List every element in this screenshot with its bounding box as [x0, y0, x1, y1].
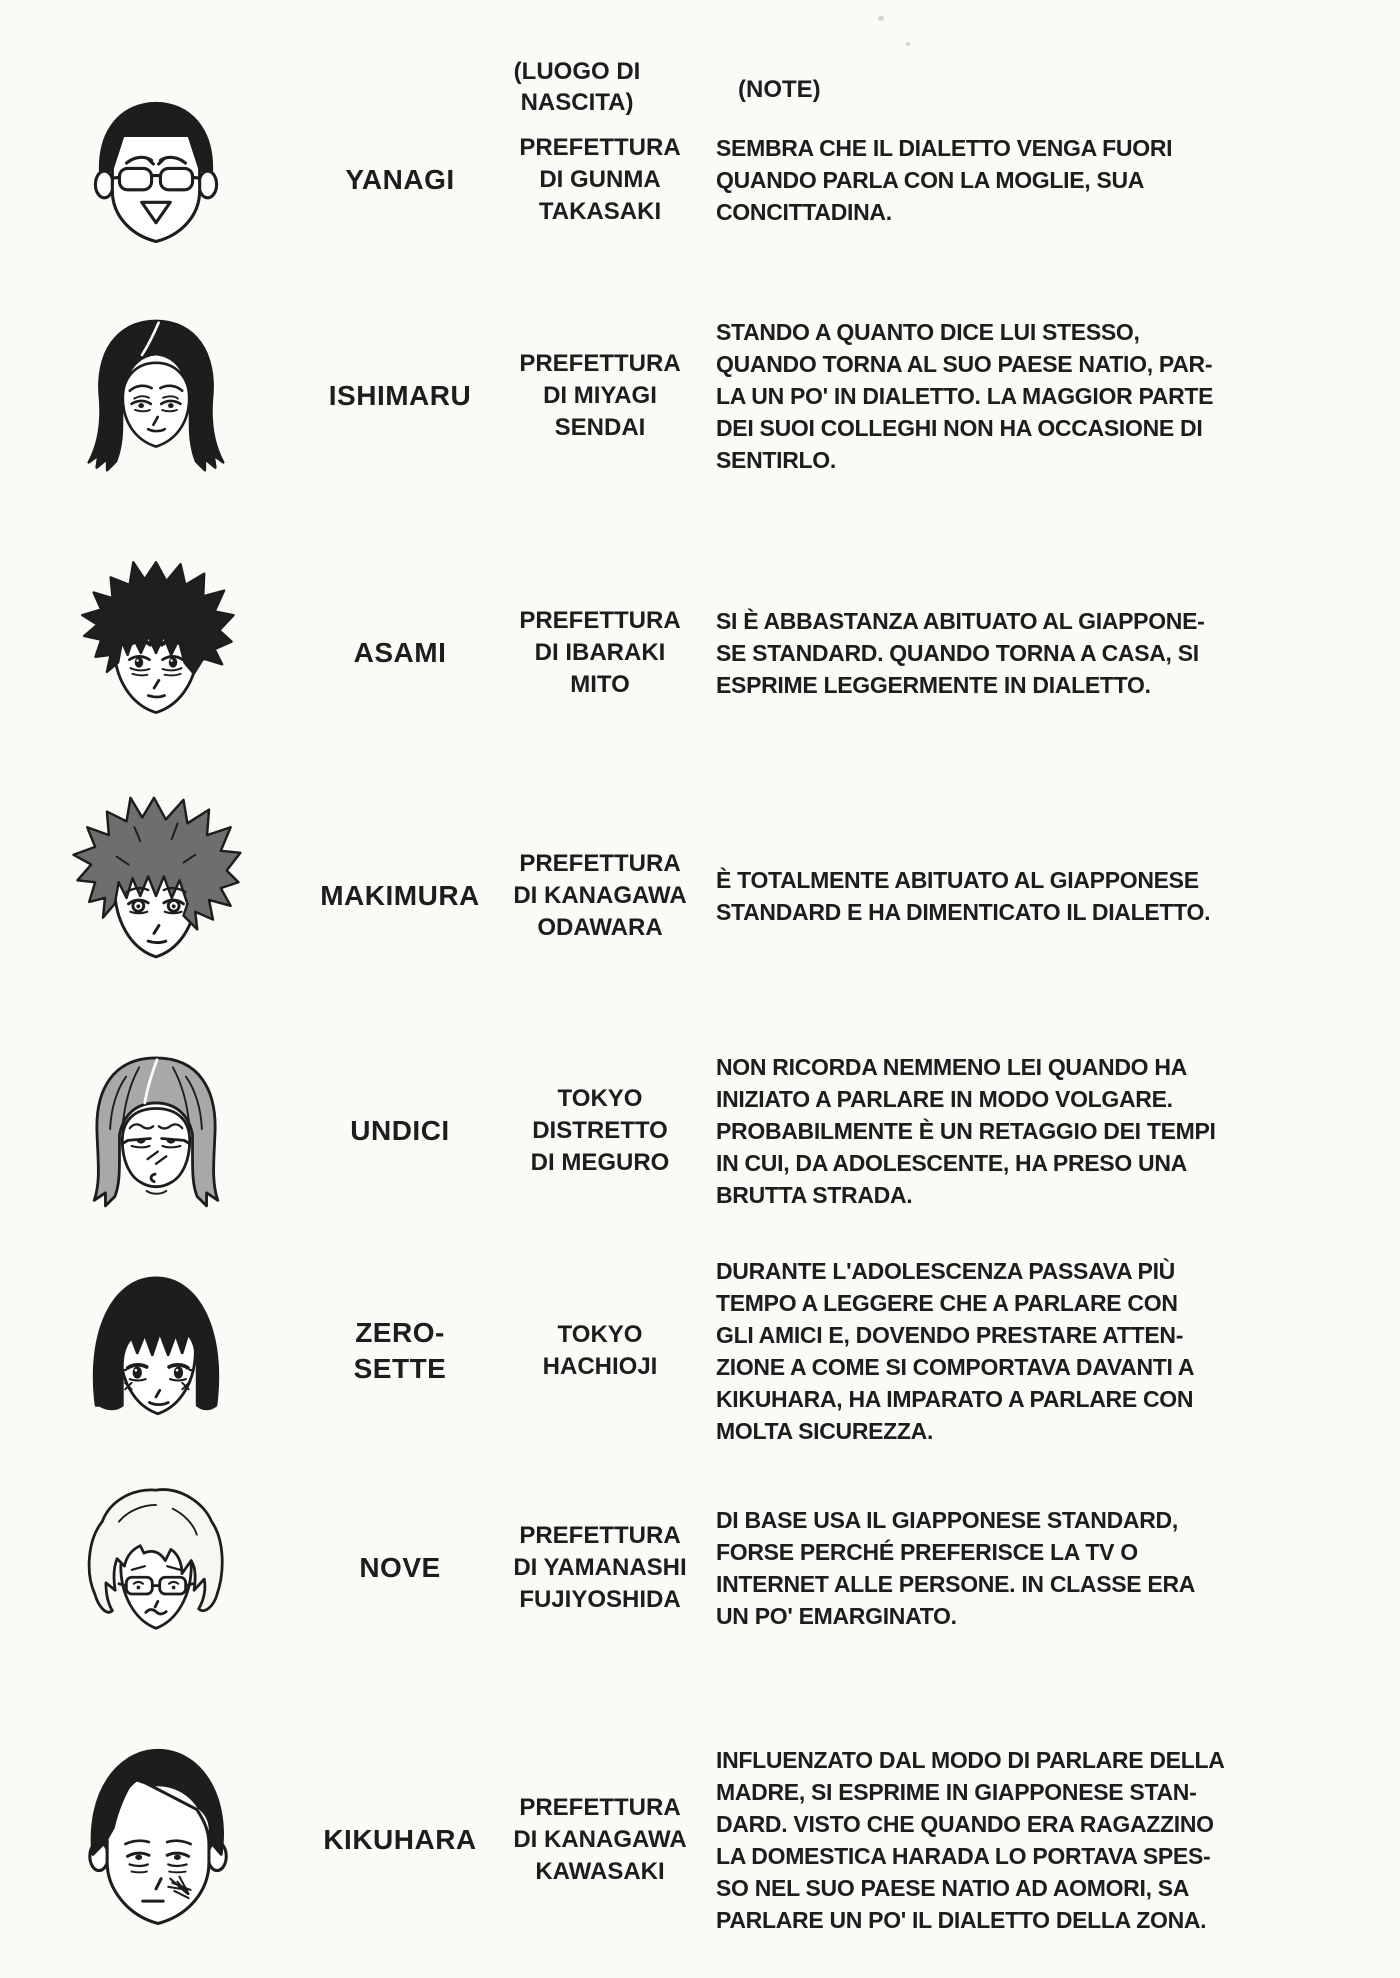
- character-row-ishimaru: [0, 300, 1400, 492]
- character-name: YANAGI: [345, 164, 455, 195]
- note-line: MADRE, SI ESPRIME IN GIAPPONESE STAN-: [716, 1779, 1197, 1805]
- note-line: STANDO A QUANTO DICE LUI STESSO,: [716, 319, 1140, 345]
- birthplace-header-line: (LUOGO DI: [513, 58, 641, 85]
- makimura-face-drawing: [40, 788, 272, 1004]
- portrait-undici: [34, 1028, 278, 1234]
- character-name: UNDICI: [350, 1115, 450, 1146]
- portrait-kikuhara: [34, 1728, 278, 1952]
- paper-speck: [906, 42, 910, 46]
- character-row-asami: [0, 549, 1400, 757]
- character-note: [716, 549, 1286, 757]
- character-row-makimura: [0, 788, 1400, 1004]
- character-name: ZERO- SETTE: [353, 1317, 447, 1384]
- note-line: SENTIRLO.: [716, 447, 836, 473]
- zerosette-face-drawing: [40, 1248, 272, 1454]
- note-line: PROBABILMENTE È UN RETAGGIO DEI TEMPI: [716, 1118, 1216, 1144]
- character-name: ISHIMARU: [328, 380, 472, 411]
- character-row-kikuhara: [0, 1728, 1400, 1952]
- birthplace-header-line: NASCITA): [520, 89, 634, 116]
- note-line: SE STANDARD. QUANDO TORNA A CASA, SI: [716, 640, 1199, 666]
- portrait-makimura: [34, 788, 278, 1004]
- character-birthplace: PREFETTURA DI GUNMA TAKASAKI: [519, 134, 681, 225]
- character-note: [716, 1248, 1286, 1454]
- character-birthplace: PREFETTURA DI KANAGAWA ODAWARA: [513, 850, 687, 941]
- character-row-yanagi: [0, 82, 1400, 278]
- note-line: KIKUHARA, HA IMPARATO A PARLARE CON: [716, 1386, 1194, 1412]
- note-line: DEI SUOI COLLEGHI NON HA OCCASIONE DI: [716, 415, 1203, 441]
- note-line: TEMPO A LEGGERE CHE A PARLARE CON: [716, 1290, 1178, 1316]
- note-line: INTERNET ALLE PERSONE. IN CLASSE ERA: [716, 1571, 1196, 1597]
- note-line: È TOTALMENTE ABITUATO AL GIAPPONESE: [716, 867, 1199, 893]
- note-line: SO NEL SUO PAESE NATIO AD AOMORI, SA: [716, 1875, 1190, 1901]
- note-line: DURANTE L'ADOLESCENZA PASSAVA PIÙ: [716, 1258, 1175, 1284]
- note-line: BRUTTA STRADA.: [716, 1182, 913, 1208]
- nove-face-drawing: [40, 1466, 272, 1670]
- note-line: UN PO' EMARGINATO.: [716, 1603, 957, 1629]
- note-line: LA UN PO' IN DIALETTO. LA MAGGIOR PARTE: [716, 383, 1214, 409]
- note-line: ESPRIME LEGGERMENTE IN DIALETTO.: [716, 672, 1151, 698]
- character-name: ASAMI: [353, 637, 447, 668]
- note-line: PARLARE UN PO' IL DIALETTO DELLA ZONA.: [716, 1907, 1207, 1933]
- character-note: [716, 1466, 1286, 1670]
- notes-column-header: (NOTE): [738, 76, 821, 103]
- note-line: STANDARD E HA DIMENTICATO IL DIALETTO.: [716, 899, 1211, 925]
- portrait-nove: [34, 1466, 278, 1670]
- character-birthplace: TOKYO DISTRETTO DI MEGURO: [530, 1085, 670, 1176]
- note-line: INFLUENZATO DAL MODO DI PARLARE DELLA: [716, 1747, 1225, 1773]
- kikuhara-face-drawing: [40, 1728, 272, 1952]
- character-birthplace: PREFETTURA DI YAMANASHI FUJIYOSHIDA: [513, 1522, 687, 1613]
- note-line: INIZIATO A PARLARE IN MODO VOLGARE.: [716, 1086, 1173, 1112]
- note-line: GLI AMICI E, DOVENDO PRESTARE ATTEN-: [716, 1322, 1184, 1348]
- character-row-undici: [0, 1028, 1400, 1234]
- note-line: QUANDO TORNA AL SUO PAESE NATIO, PAR-: [716, 351, 1213, 377]
- portrait-ishimaru: [34, 300, 278, 492]
- character-row-zerosette: [0, 1248, 1400, 1454]
- character-row-nove: [0, 1466, 1400, 1670]
- asami-face-drawing: [40, 549, 272, 757]
- note-line: ZIONE A COME SI COMPORTAVA DAVANTI A: [716, 1354, 1195, 1380]
- note-line: NON RICORDA NEMMENO LEI QUANDO HA: [716, 1054, 1187, 1080]
- note-line: DARD. VISTO CHE QUANDO ERA RAGAZZINO: [716, 1811, 1214, 1837]
- note-line: CONCITTADINA.: [716, 199, 892, 225]
- note-line: QUANDO PARLA CON LA MOGLIE, SUA: [716, 167, 1145, 193]
- portrait-asami: [34, 549, 278, 757]
- paper-speck: [878, 16, 884, 21]
- character-note: [716, 1728, 1286, 1952]
- note-line: LA DOMESTICA HARADA LO PORTAVA SPES-: [716, 1843, 1211, 1869]
- note-line: SI È ABBASTANZA ABITUATO AL GIAPPONE-: [716, 608, 1205, 634]
- character-note: [716, 1028, 1286, 1234]
- character-name: KIKUHARA: [323, 1824, 477, 1855]
- note-line: SEMBRA CHE IL DIALETTO VENGA FUORI: [716, 135, 1173, 161]
- character-birthplace: PREFETTURA DI IBARAKI MITO: [519, 607, 681, 698]
- character-birthplace: PREFETTURA DI MIYAGI SENDAI: [519, 350, 681, 441]
- undici-face-drawing: [40, 1028, 272, 1234]
- character-name: NOVE: [359, 1552, 441, 1583]
- ishimaru-face-drawing: [40, 300, 272, 492]
- character-name: MAKIMURA: [320, 880, 480, 911]
- note-line: FORSE PERCHÉ PREFERISCE LA TV O: [716, 1539, 1138, 1565]
- note-line: MOLTA SICUREZZA.: [716, 1418, 934, 1444]
- note-line: IN CUI, DA ADOLESCENTE, HA PRESO UNA: [716, 1150, 1187, 1176]
- character-birthplace: PREFETTURA DI KANAGAWA KAWASAKI: [513, 1794, 687, 1885]
- character-birthplace: TOKYO HACHIOJI: [542, 1321, 658, 1380]
- character-note: [716, 788, 1286, 1004]
- character-note: [716, 82, 1286, 278]
- portrait-zerosette: [34, 1248, 278, 1454]
- yanagi-face-drawing: [40, 82, 272, 278]
- portrait-yanagi: [34, 82, 278, 278]
- note-line: DI BASE USA IL GIAPPONESE STANDARD,: [716, 1507, 1178, 1533]
- character-note: [716, 300, 1286, 492]
